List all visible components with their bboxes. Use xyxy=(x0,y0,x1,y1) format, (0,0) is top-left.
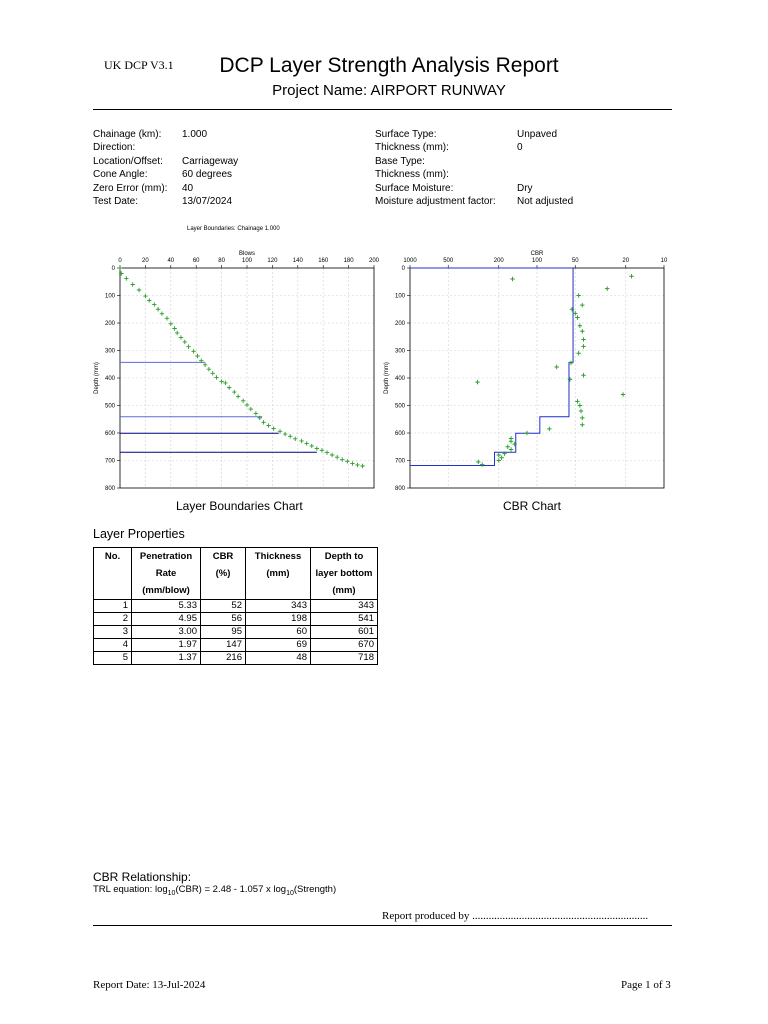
surface-thickness-label: Thickness (mm): xyxy=(375,142,449,154)
data-point xyxy=(475,380,479,384)
surface-thickness-value: 0 xyxy=(517,142,523,154)
layer-boundaries-chart xyxy=(88,244,388,496)
data-point xyxy=(245,403,249,407)
data-point xyxy=(169,322,173,326)
data-point xyxy=(525,431,529,435)
data-point xyxy=(497,458,501,462)
data-point xyxy=(156,307,160,311)
info-right-labels xyxy=(375,128,496,208)
table-row xyxy=(94,639,378,652)
layer-boundaries-caption: Layer Boundaries Chart xyxy=(176,499,303,513)
cone-angle-value: 60 degrees xyxy=(182,169,233,181)
x-tick-label: 10 xyxy=(660,258,668,264)
location-label: Location/Offset: xyxy=(93,155,163,167)
cbr-value: 95 xyxy=(201,626,246,639)
x-tick-label: 20 xyxy=(622,258,630,264)
data-point xyxy=(203,363,207,367)
y-tick-label: 300 xyxy=(104,348,115,355)
data-point xyxy=(219,379,223,383)
data-point xyxy=(510,277,514,281)
table-header-row xyxy=(94,548,378,600)
depth-value: 718 xyxy=(311,652,378,665)
data-point xyxy=(499,456,503,460)
surface-moisture-value: Dry xyxy=(517,182,533,194)
direction-value xyxy=(182,141,238,154)
y-tick-label: 100 xyxy=(394,293,405,300)
data-point xyxy=(175,331,179,335)
data-point xyxy=(254,411,258,415)
cbr-value: 147 xyxy=(201,639,246,652)
penetration-rate: 3.00 xyxy=(132,626,201,639)
data-point xyxy=(335,455,339,459)
cbr-relationship-title: CBR Relationship: xyxy=(93,870,192,884)
chart-header: Layer Boundaries: Chainage 1.000 xyxy=(187,226,280,232)
software-version: UK DCP V3.1 xyxy=(104,58,174,72)
data-point xyxy=(211,371,215,375)
x-tick-label: 160 xyxy=(318,258,329,264)
header-divider xyxy=(93,109,672,110)
zero-error-label: Zero Error (mm): xyxy=(93,182,168,194)
data-point xyxy=(152,302,156,306)
table-row xyxy=(94,613,378,626)
y-tick-label: 200 xyxy=(104,321,115,327)
data-point xyxy=(340,457,344,461)
data-point xyxy=(580,329,584,333)
data-point xyxy=(137,288,141,292)
col-cbr-header: CBR (%) xyxy=(201,548,246,600)
data-point xyxy=(629,274,633,278)
info-left-values xyxy=(182,128,238,208)
data-point xyxy=(547,427,551,431)
x-tick-label: 40 xyxy=(167,258,175,264)
thickness-value: 69 xyxy=(246,639,311,652)
data-point xyxy=(497,453,501,457)
data-point xyxy=(575,315,579,319)
footer-divider xyxy=(93,925,672,926)
y-tick-label: 100 xyxy=(104,293,115,300)
chainage-value: 1.000 xyxy=(182,129,208,140)
depth-value: 541 xyxy=(311,613,378,626)
layer-properties-title: Layer Properties xyxy=(93,527,185,541)
cbr-chart xyxy=(378,244,678,496)
data-point xyxy=(554,365,558,369)
data-point xyxy=(271,426,275,430)
y-axis-title: Depth (mm) xyxy=(384,362,390,394)
col-rate-header: Penetration Rate (mm/blow) xyxy=(132,548,201,600)
col-depth-header: Depth to layer bottom (mm) xyxy=(311,548,378,600)
thickness-value: 343 xyxy=(246,600,311,613)
data-point xyxy=(581,344,585,348)
data-point xyxy=(304,441,308,445)
data-point xyxy=(293,437,297,441)
data-point xyxy=(249,407,253,411)
x-tick-label: 50 xyxy=(571,258,579,264)
x-axis-title: CBR xyxy=(530,251,544,257)
x-axis-title: Blows xyxy=(238,251,256,257)
page-number: Page 1 of 3 xyxy=(621,979,671,991)
data-point xyxy=(315,446,319,450)
x-tick-label: 80 xyxy=(218,258,225,264)
data-point xyxy=(573,311,577,315)
data-point xyxy=(299,439,303,443)
layer-no: 1 xyxy=(94,600,132,613)
info-right-values xyxy=(517,128,573,208)
data-point xyxy=(124,276,128,280)
project-name: Project Name: AIRPORT RUNWAY xyxy=(272,82,506,99)
data-point xyxy=(360,464,364,468)
test-date-value: 13/07/2024 xyxy=(182,195,233,207)
data-point xyxy=(576,351,580,355)
surface-type-label: Surface Type: xyxy=(375,129,437,140)
base-type-label: Base Type: xyxy=(375,155,425,167)
depth-value: 601 xyxy=(311,626,378,639)
data-point xyxy=(232,390,236,394)
table-row xyxy=(94,652,378,665)
data-point xyxy=(580,416,584,420)
surface-moisture-label: Surface Moisture: xyxy=(375,182,454,194)
y-tick-label: 600 xyxy=(104,431,115,437)
direction-label: Direction: xyxy=(93,142,136,154)
layer-no: 2 xyxy=(94,613,132,626)
y-tick-label: 600 xyxy=(394,431,405,437)
x-tick-label: 120 xyxy=(267,258,278,264)
cbr-value: 52 xyxy=(201,600,246,613)
col-no-header: No. xyxy=(94,548,132,600)
moisture-factor-value: Not adjusted xyxy=(517,195,574,207)
base-thickness-value xyxy=(517,168,573,181)
zero-error-value: 40 xyxy=(182,182,194,194)
y-tick-label: 700 xyxy=(104,458,115,465)
y-tick-label: 400 xyxy=(104,376,115,382)
x-tick-label: 1000 xyxy=(403,258,417,264)
x-tick-label: 500 xyxy=(443,258,454,264)
cbr-step-profile xyxy=(410,268,573,465)
data-point xyxy=(207,367,211,371)
data-point xyxy=(191,349,195,353)
y-tick-label: 0 xyxy=(401,266,405,272)
location-value: Carriageway xyxy=(182,155,239,167)
layer-no: 4 xyxy=(94,639,132,652)
data-point xyxy=(183,340,187,344)
layer-no: 3 xyxy=(94,626,132,639)
info-left-labels xyxy=(93,128,167,208)
data-point xyxy=(179,335,183,339)
penetration-rate: 1.37 xyxy=(132,652,201,665)
y-axis-title: Depth (mm) xyxy=(94,362,100,394)
data-point xyxy=(165,316,169,320)
data-point xyxy=(310,444,314,448)
data-point xyxy=(581,337,585,341)
data-point xyxy=(266,423,270,427)
table-row xyxy=(94,626,378,639)
data-point xyxy=(261,420,265,424)
x-tick-label: 60 xyxy=(192,258,200,264)
x-tick-label: 100 xyxy=(531,258,543,264)
data-point xyxy=(581,373,585,377)
data-point xyxy=(118,266,122,270)
x-tick-label: 20 xyxy=(142,258,149,264)
data-point xyxy=(160,311,164,315)
data-point xyxy=(223,381,227,385)
test-date-label: Test Date: xyxy=(93,195,139,207)
y-tick-label: 700 xyxy=(394,458,405,465)
data-point xyxy=(355,463,359,467)
data-point xyxy=(506,445,510,449)
data-point xyxy=(605,286,609,290)
data-point xyxy=(580,423,584,427)
col-thickness-header: Thickness (mm) xyxy=(246,548,311,600)
data-point xyxy=(576,293,580,297)
base-thickness-label: Thickness (mm): xyxy=(375,169,449,181)
thickness-value: 60 xyxy=(246,626,311,639)
data-point xyxy=(345,459,349,463)
data-point xyxy=(325,450,329,454)
cbr-chart-caption: CBR Chart xyxy=(503,499,562,513)
y-tick-label: 200 xyxy=(394,321,405,327)
penetration-rate: 1.97 xyxy=(132,639,201,652)
y-tick-label: 0 xyxy=(111,266,115,272)
x-tick-label: 0 xyxy=(118,258,122,264)
moisture-factor-label: Moisture adjustment factor: xyxy=(375,195,496,207)
y-tick-label: 500 xyxy=(394,403,405,410)
x-tick-label: 100 xyxy=(241,258,253,264)
trl-equation: TRL equation: $\log_{10}(CBR) = 2.48 - 1.057$ x $\log_{10}(Strength)$ xyxy=(93,884,337,897)
thickness-value: 198 xyxy=(246,613,311,626)
data-point xyxy=(241,399,245,403)
layer-properties-table xyxy=(93,547,378,665)
data-point xyxy=(227,385,231,389)
data-point xyxy=(131,282,135,286)
data-point xyxy=(579,409,583,413)
y-tick-label: 400 xyxy=(394,376,405,382)
data-point xyxy=(147,298,151,302)
y-tick-label: 300 xyxy=(394,348,405,355)
data-point xyxy=(214,375,218,379)
report-title: DCP Layer Strength Analysis Report xyxy=(219,54,559,77)
data-point xyxy=(578,324,582,328)
data-point xyxy=(330,453,334,457)
cbr-value: 56 xyxy=(201,613,246,626)
surface-type-value: Unpaved xyxy=(517,129,558,140)
data-point xyxy=(186,344,190,348)
depth-value: 343 xyxy=(311,600,378,613)
base-type-value xyxy=(517,155,573,168)
data-point xyxy=(236,394,240,398)
data-point xyxy=(575,399,579,403)
y-tick-label: 500 xyxy=(104,403,115,410)
table-row xyxy=(94,600,378,613)
layer-no: 5 xyxy=(94,652,132,665)
penetration-rate: 4.95 xyxy=(132,613,201,626)
y-tick-label: 800 xyxy=(104,486,115,492)
chainage-label: Chainage (km): xyxy=(93,129,162,140)
data-point xyxy=(578,403,582,407)
data-point xyxy=(172,326,176,330)
x-tick-label: 140 xyxy=(292,258,303,264)
report-date: Report Date: 13-Jul-2024 xyxy=(93,979,206,991)
data-point xyxy=(509,447,513,451)
thickness-value: 48 xyxy=(246,652,311,665)
data-point xyxy=(288,434,292,438)
y-tick-label: 800 xyxy=(394,486,405,492)
x-tick-label: 180 xyxy=(343,258,354,264)
x-tick-label: 200 xyxy=(493,258,504,264)
data-point xyxy=(350,461,354,465)
penetration-rate: 5.33 xyxy=(132,600,201,613)
data-point xyxy=(621,392,625,396)
data-point xyxy=(143,294,147,298)
report-produced-by: Report produced by ................................................................ xyxy=(382,910,649,922)
depth-value: 670 xyxy=(311,639,378,652)
data-point xyxy=(580,303,584,307)
data-point xyxy=(283,432,287,436)
x-tick-label: 200 xyxy=(368,258,380,264)
data-point xyxy=(509,439,513,443)
data-point xyxy=(480,462,484,466)
cbr-value: 216 xyxy=(201,652,246,665)
cone-angle-label: Cone Angle: xyxy=(93,169,148,181)
